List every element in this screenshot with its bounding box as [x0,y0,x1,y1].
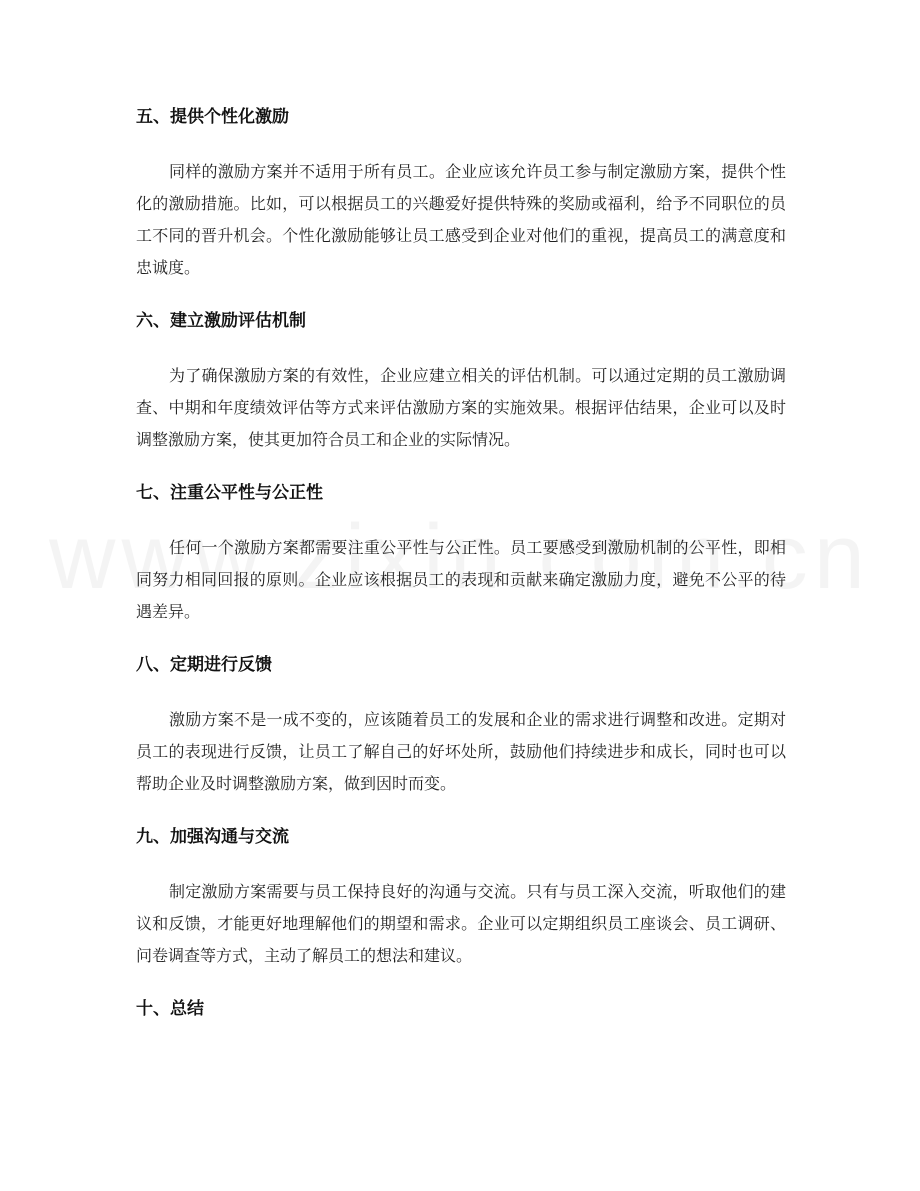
section-10 [136,996,786,1022]
section-9 [136,824,786,972]
section-paragraph: 任何一个激励方案都需要注重公平性与公正性。员工要感受到激励机制的公平性，即相同努力相同回报的原则。企业应该根据员工的表现和贡献来确定激励力度，避免不公平的待遇差异。 [136,538,786,621]
section-paragraph: 制定激励方案需要与员工保持良好的沟通与交流。只有与员工深入交流，听取他们的建议和反馈，才能更好地理解他们的期望和需求。企业可以定期组织员工座谈会、员工调研、问卷调查等方式，主动了解员工的想法和建议。 [136,882,786,965]
section-8 [136,652,786,800]
section-6 [136,308,786,456]
section-heading: 八、定期进行反馈 [136,655,272,675]
section-paragraph: 激励方案不是一成不变的，应该随着员工的发展和企业的需求进行调整和改进。定期对员工的表现进行反馈，让员工了解自己的好坏处所，鼓励他们持续进步和成长，同时也可以帮助企业及时调整激励方案，做到因时而变。 [136,710,786,793]
section-7 [136,480,786,628]
section-heading: 六、建立激励评估机制 [136,311,306,331]
document-body [136,104,786,1048]
section-5 [136,104,786,284]
section-heading: 九、加强沟通与交流 [136,827,289,847]
section-paragraph: 为了确保激励方案的有效性，企业应建立相关的评估机制。可以通过定期的员工激励调查、中期和年度绩效评估等方式来评估激励方案的实施效果。根据评估结果，企业可以及时调整激励方案，使其更加符合员工和企业的实际情况。 [136,366,786,449]
section-heading: 十、总结 [136,999,204,1019]
section-heading: 五、提供个性化激励 [136,107,289,127]
section-heading: 七、注重公平性与公正性 [136,483,323,503]
section-paragraph: 同样的激励方案并不适用于所有员工。企业应该允许员工参与制定激励方案，提供个性化的激励措施。比如，可以根据员工的兴趣爱好提供特殊的奖励或福利，给予不同职位的员工不同的晋升机会。个性化激励能够让员工感受到企业对他们的重视，提高员工的满意度和忠诚度。 [136,162,786,277]
